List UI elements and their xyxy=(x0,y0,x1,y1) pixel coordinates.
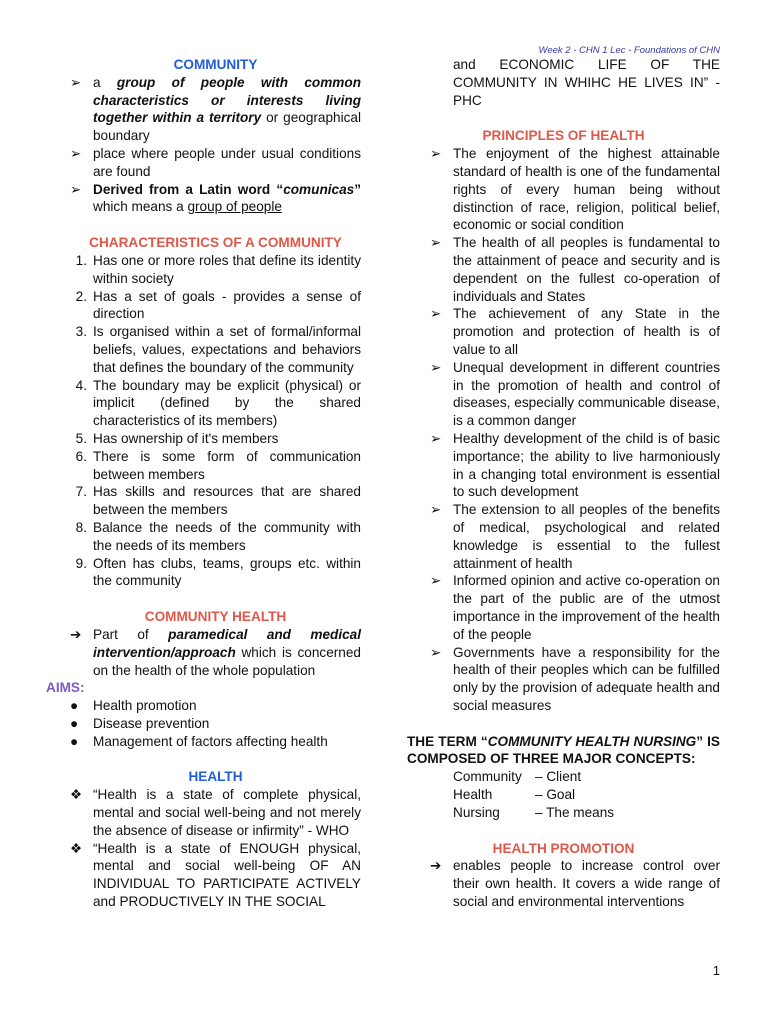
health-definition: ❖ “Health is a state of ENOUGH physical, mental and social well-being OF AN INDIVIDUAL TO PARTICIPATE ACTIVELY and PRODUCTIVELY IN THE SOCIAL xyxy=(70,840,361,910)
aims-item: ● Management of factors affecting health xyxy=(70,733,328,749)
community-item: ➢ a group of people with common characteristics or interests living together within a territory or geographical boundary xyxy=(70,74,361,144)
list-item: 8. Balance the needs of the community with the needs of its members xyxy=(75,519,361,553)
community-title: COMMUNITY xyxy=(173,57,258,72)
list-item: 9. Often has clubs, teams, groups etc. within the community xyxy=(75,555,361,589)
bullet-icon: ● xyxy=(70,715,79,731)
diamond-bullet-icon: ❖ xyxy=(70,840,83,856)
bullet-icon: ● xyxy=(70,733,79,749)
aims-item: ● Disease prevention xyxy=(70,715,210,731)
concept-row: Nursing – The means xyxy=(453,804,615,820)
characteristics-title: CHARACTERISTICS OF A COMMUNITY xyxy=(89,235,342,251)
health-promotion-title: HEALTH PROMOTION xyxy=(492,840,635,856)
list-item: 1. Has one or more roles that define its identity within society xyxy=(75,252,361,286)
list-item: ➢ The achievement of any State in the promotion and protection of health is of value to all xyxy=(430,306,720,357)
arrowhead-bullet-icon: ➢ xyxy=(70,145,82,161)
bullet-icon: ● xyxy=(70,698,79,714)
principles-title: PRINCIPLES OF HEALTH xyxy=(482,128,645,144)
arrowhead-bullet-icon: ➢ xyxy=(70,74,82,90)
left-column xyxy=(46,56,362,911)
page-header: Week 2 - CHN 1 Lec - Foundations of CHN xyxy=(538,45,720,56)
community-item: ➢ place where people under usual conditions are found xyxy=(70,145,361,179)
list-item: ➢ Informed opinion and active co-operation on the part of the public are of the utmost importance in the improvement of the health of the people xyxy=(430,573,720,642)
arrowhead-bullet-icon: ➢ xyxy=(430,502,442,518)
list-item: ➢ Unequal development in different countries in the promotion of health and control of diseases, especially communicable disease, is a common danger xyxy=(430,359,720,429)
list-item: ➢ The enjoyment of the highest attainable standard of health is one of the fundamental rights of every human being without distinction of race, religion, political belief, economic or social condition xyxy=(430,146,720,233)
list-item: 2. Has a set of goals - provides a sense of direction xyxy=(75,288,361,322)
list-item: ➢ The health of all peoples is fundamental to the attainment of peace and security and is dependent on the fullest co-operation of individuals and States xyxy=(430,235,720,304)
arrowhead-bullet-icon: ➢ xyxy=(430,306,442,322)
concept-row: Community – Client xyxy=(453,769,582,785)
list-item: ➢ The extension to all peoples of the benefits of medical, psychological and related knowledge is essential to the fullest attainment of health xyxy=(430,502,720,571)
arrowhead-bullet-icon: ➢ xyxy=(430,359,442,375)
arrow-bullet-icon: ➔ xyxy=(430,858,442,874)
characteristics-list xyxy=(70,252,361,590)
list-item: 5. Has ownership of it's members xyxy=(75,430,279,446)
chn-term-heading: THE TERM “COMMUNITY HEALTH NURSING” IS COMPOSED OF THREE MAJOR CONCEPTS: xyxy=(407,733,720,767)
arrowhead-bullet-icon: ➢ xyxy=(430,146,442,162)
arrowhead-bullet-icon: ➢ xyxy=(430,573,442,589)
list-item: 7. Has skills and resources that are shared between the members xyxy=(75,484,361,518)
health-definition-continuation: and ECONOMIC LIFE OF THE COMMUNITY IN WHIHC HE LIVES IN” - PHC xyxy=(453,57,720,108)
community-health-title: COMMUNITY HEALTH xyxy=(144,609,287,625)
arrowhead-bullet-icon: ➢ xyxy=(70,181,82,197)
list-item: 6. There is some form of communication between members xyxy=(75,448,361,482)
aims-title: AIMS: xyxy=(46,680,85,696)
concept-row: Health – Goal xyxy=(453,787,576,803)
health-title: HEALTH xyxy=(188,769,243,785)
community-health-definition: ➔ Part of paramedical and medical intervention/approach which is concerned on the health of the whole population xyxy=(70,626,362,678)
page-number: 1 xyxy=(712,963,720,978)
community-item: ➢ Derived from a Latin word “comunicas” which means a group of people xyxy=(70,181,361,215)
arrow-bullet-icon: ➔ xyxy=(70,626,82,642)
health-promotion-definition: ➔ enables people to increase control over their own health. It covers a wide range of social and environmental interventions xyxy=(430,858,720,910)
list-item: 4. The boundary may be explicit (physical) or implicit (defined by the shared characteristics of its members) xyxy=(75,377,361,429)
arrowhead-bullet-icon: ➢ xyxy=(430,644,442,660)
list-item: ➢ Healthy development of the child is of basic importance; the ability to live harmoniously in a changing total environment is essential to such development xyxy=(430,430,720,500)
diamond-bullet-icon: ❖ xyxy=(70,787,83,803)
arrowhead-bullet-icon: ➢ xyxy=(430,235,442,251)
principles-list xyxy=(407,145,720,715)
list-item: 3. Is organised within a set of formal/informal beliefs, values, expectations and behaviors that defines the boundary of the community xyxy=(75,324,361,375)
right-column xyxy=(407,56,720,911)
list-item: ➢ Governments have a responsibility for the health of their peoples which can be fulfilled only by the provision of adequate health and social measures xyxy=(430,644,720,713)
aims-item: ● Health promotion xyxy=(70,698,197,714)
arrowhead-bullet-icon: ➢ xyxy=(430,430,442,446)
health-definition: ❖ “Health is a state of complete physical, mental and social well-being and not merely the absence of disease or infirmity” - WHO xyxy=(70,787,361,838)
